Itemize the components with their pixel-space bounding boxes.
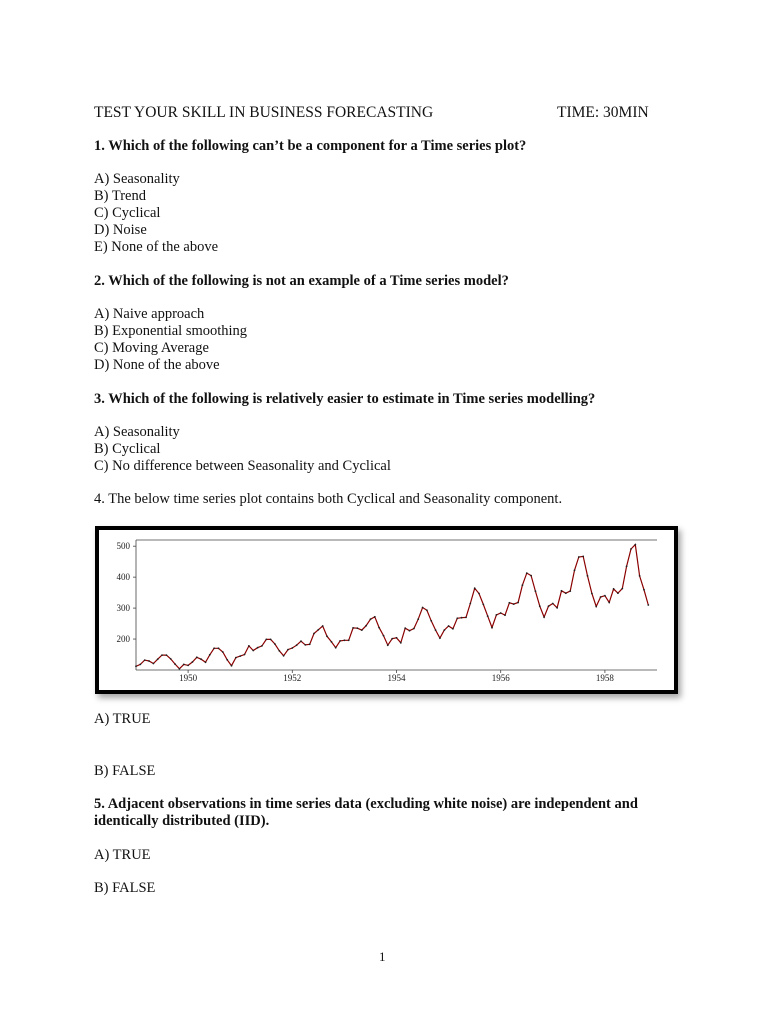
data-point-0-95 <box>548 605 550 607</box>
data-point-0-19 <box>218 647 220 649</box>
data-point-0-11 <box>183 664 185 666</box>
question-4-text: 4. The below time series plot contains both Cyclical and Seasonality component. <box>94 491 563 507</box>
data-point-0-41 <box>313 633 315 635</box>
data-point-0-74 <box>456 617 458 619</box>
data-point-0-106 <box>595 606 597 608</box>
data-point-0-93 <box>539 605 541 607</box>
data-point-0-33 <box>278 650 280 652</box>
option-4a: A) TRUE <box>94 711 151 727</box>
data-point-0-52 <box>361 629 363 631</box>
data-point-0-39 <box>304 644 306 646</box>
data-point-0-1 <box>139 664 141 666</box>
data-point-0-47 <box>339 640 341 642</box>
data-point-0-78 <box>474 587 476 589</box>
data-point-0-69 <box>435 629 437 631</box>
data-point-0-112 <box>621 588 623 590</box>
data-point-0-92 <box>535 590 537 592</box>
data-point-0-44 <box>326 635 328 637</box>
time-series-plot <box>99 530 674 690</box>
data-point-0-59 <box>391 638 393 640</box>
x-tick-label-1: 1952 <box>283 673 302 683</box>
question-5-text-line2: identically distributed (IID). <box>94 813 270 829</box>
question-3-options <box>94 424 391 475</box>
data-point-0-18 <box>213 647 215 649</box>
data-point-0-107 <box>600 596 602 598</box>
data-point-0-73 <box>452 628 454 630</box>
data-point-0-109 <box>608 602 610 604</box>
data-point-0-118 <box>647 604 649 606</box>
option-2d: D) None of the above <box>94 357 220 373</box>
data-point-0-46 <box>335 647 337 649</box>
data-point-0-42 <box>317 629 319 631</box>
data-point-0-17 <box>209 654 211 656</box>
data-point-0-29 <box>261 645 263 647</box>
data-point-0-65 <box>417 618 419 620</box>
data-point-0-22 <box>231 665 233 667</box>
data-point-0-2 <box>144 659 146 661</box>
data-point-0-26 <box>248 645 250 647</box>
option-3c: C) No difference between Seasonality and Cyclical <box>94 458 391 474</box>
data-point-0-4 <box>153 663 155 665</box>
data-point-0-117 <box>643 589 645 591</box>
data-point-0-56 <box>378 627 380 629</box>
data-point-0-31 <box>270 639 272 641</box>
option-1d: D) Noise <box>94 222 147 238</box>
question-1-text: 1. Which of the following can’t be a component for a Time series plot? <box>94 138 527 154</box>
data-point-0-13 <box>192 661 194 663</box>
data-point-0-40 <box>309 643 311 645</box>
x-tick-label-0: 1950 <box>179 673 198 683</box>
y-tick-label-2: 400 <box>116 572 130 583</box>
page-number: 1 <box>379 949 386 964</box>
data-point-0-49 <box>348 639 350 641</box>
data-point-0-80 <box>482 604 484 606</box>
option-5b: B) FALSE <box>94 880 156 896</box>
data-point-0-99 <box>565 592 567 594</box>
data-point-0-0 <box>135 665 137 667</box>
data-point-0-115 <box>634 544 636 546</box>
question-5-text-line1: 5. Adjacent observations in time series data (excluding white noise) are independent and <box>94 796 638 812</box>
option-1b: B) Trend <box>94 188 146 204</box>
data-point-0-111 <box>617 592 619 594</box>
data-point-0-101 <box>574 569 576 571</box>
data-point-0-83 <box>496 614 498 616</box>
data-point-0-63 <box>409 630 411 632</box>
data-point-0-100 <box>569 590 571 592</box>
data-point-0-108 <box>604 595 606 597</box>
option-1c: C) Cyclical <box>94 205 161 221</box>
data-point-0-104 <box>587 575 589 577</box>
data-point-0-66 <box>422 607 424 609</box>
option-1e: E) None of the above <box>94 239 219 255</box>
data-point-0-87 <box>513 603 515 605</box>
data-point-0-25 <box>244 654 246 656</box>
data-point-0-10 <box>179 668 181 670</box>
option-2b: B) Exponential smoothing <box>94 323 248 339</box>
data-point-0-71 <box>443 629 445 631</box>
data-point-0-35 <box>287 649 289 651</box>
data-point-0-3 <box>148 660 150 662</box>
data-point-0-98 <box>561 590 563 592</box>
data-point-0-58 <box>387 644 389 646</box>
data-point-0-50 <box>352 627 354 629</box>
data-point-0-68 <box>430 620 432 622</box>
page-title: TEST YOUR SKILL IN BUSINESS FORECASTING <box>94 104 434 121</box>
y-tick-label-1: 300 <box>116 603 130 614</box>
data-point-0-12 <box>187 665 189 667</box>
data-point-0-70 <box>439 637 441 639</box>
question-3-text: 3. Which of the following is relatively easier to estimate in Time series modelling? <box>94 391 596 407</box>
x-tick-label-2: 1954 <box>387 673 406 683</box>
x-tick-label-4: 1958 <box>595 673 614 683</box>
data-point-0-8 <box>170 658 172 660</box>
data-point-0-102 <box>578 556 580 558</box>
data-point-0-36 <box>291 647 293 649</box>
option-3a: A) Seasonality <box>94 424 180 440</box>
data-point-0-23 <box>235 657 237 659</box>
data-point-0-86 <box>509 602 511 604</box>
data-point-0-57 <box>383 635 385 637</box>
data-point-0-77 <box>469 603 471 605</box>
question-2-options <box>94 306 247 374</box>
data-point-0-6 <box>161 654 163 656</box>
data-point-0-61 <box>400 642 402 644</box>
data-point-0-91 <box>530 575 532 577</box>
data-point-0-90 <box>526 572 528 574</box>
data-point-0-38 <box>300 640 302 642</box>
data-point-0-76 <box>465 617 467 619</box>
data-point-0-20 <box>222 651 224 653</box>
data-point-0-97 <box>556 607 558 609</box>
data-point-0-62 <box>404 627 406 629</box>
data-point-0-28 <box>257 647 259 649</box>
option-2a: A) Naive approach <box>94 306 205 322</box>
series-line-0 <box>136 545 648 669</box>
data-point-0-60 <box>396 637 398 639</box>
data-point-0-81 <box>487 615 489 617</box>
question-1-options <box>94 171 218 256</box>
data-point-0-30 <box>265 639 267 641</box>
question-2-text: 2. Which of the following is not an example of a Time series model? <box>94 273 509 289</box>
data-point-0-84 <box>500 612 502 614</box>
data-point-0-9 <box>174 663 176 665</box>
data-point-0-85 <box>504 614 506 616</box>
option-3b: B) Cyclical <box>94 441 161 457</box>
data-point-0-88 <box>517 602 519 604</box>
data-point-0-64 <box>413 628 415 630</box>
y-tick-label-0: 200 <box>116 634 130 645</box>
data-point-0-116 <box>639 575 641 577</box>
data-point-0-14 <box>196 656 198 658</box>
option-1a: A) Seasonality <box>94 171 180 187</box>
data-point-0-43 <box>322 625 324 627</box>
data-point-0-53 <box>365 625 367 627</box>
data-point-0-45 <box>331 641 333 643</box>
data-point-0-103 <box>582 556 584 558</box>
data-point-0-5 <box>157 658 159 660</box>
data-point-0-113 <box>626 565 628 567</box>
data-point-0-51 <box>357 627 359 629</box>
data-point-0-55 <box>374 616 376 618</box>
option-5a: A) TRUE <box>94 847 151 863</box>
option-4b: B) FALSE <box>94 763 156 779</box>
data-point-0-75 <box>461 617 463 619</box>
data-point-0-89 <box>522 584 524 586</box>
time-limit: TIME: 30MIN <box>557 104 649 121</box>
data-point-0-67 <box>426 609 428 611</box>
time-series-chart <box>95 526 678 694</box>
data-point-0-21 <box>226 659 228 661</box>
y-tick-label-3: 500 <box>116 541 130 552</box>
data-point-0-72 <box>448 625 450 627</box>
data-point-0-37 <box>296 644 298 646</box>
data-point-0-15 <box>200 658 202 660</box>
data-point-0-110 <box>613 588 615 590</box>
x-tick-label-3: 1956 <box>491 673 510 683</box>
data-point-0-105 <box>591 593 593 595</box>
data-point-0-82 <box>491 627 493 629</box>
data-point-0-54 <box>370 618 372 620</box>
data-point-0-114 <box>630 548 632 550</box>
data-point-0-48 <box>344 639 346 641</box>
data-point-0-27 <box>252 650 254 652</box>
data-point-0-24 <box>239 655 241 657</box>
data-point-0-96 <box>552 603 554 605</box>
data-point-0-79 <box>478 593 480 595</box>
data-point-0-32 <box>274 643 276 645</box>
data-point-0-7 <box>166 654 168 656</box>
data-point-0-16 <box>205 661 207 663</box>
option-2c: C) Moving Average <box>94 340 209 356</box>
data-point-0-34 <box>283 655 285 657</box>
data-point-0-94 <box>543 616 545 618</box>
